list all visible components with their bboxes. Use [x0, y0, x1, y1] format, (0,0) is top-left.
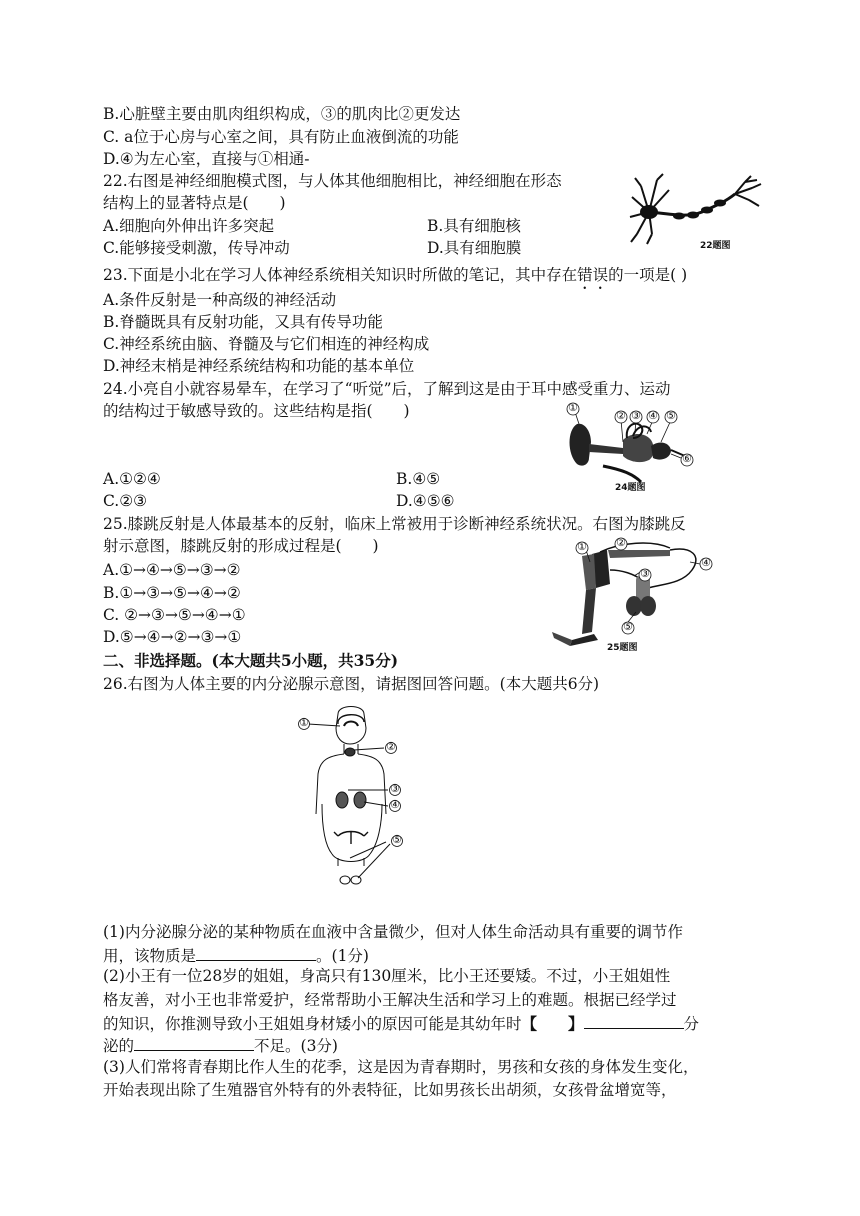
q24-stem-line2: 的结构过于敏感导致的。这些结构是指( ) [103, 402, 410, 420]
q26-part1-post: 。(1分) [316, 947, 369, 965]
q26-answer-blank-3[interactable] [134, 1034, 254, 1051]
q26-stem: 26.右图为人体主要的内分泌腺示意图，请据图回答问题。(本大题共6分) [103, 675, 600, 693]
reflex-label-4: ④ [701, 556, 711, 569]
q24-option-b: B.④⑤ [396, 470, 441, 488]
q23-option-a: A.条件反射是一种高级的神经活动 [103, 291, 337, 309]
q25-option-c: C. ②→③→⑤→④→① [103, 606, 246, 624]
q26-part2-line4-post: 不足。(3分) [254, 1037, 338, 1055]
endocrine-label-3: ③ [390, 782, 400, 795]
q26-answer-blank-2[interactable] [584, 1012, 684, 1029]
knee-reflex-illustration [552, 536, 717, 656]
q25-stem-line2: 射示意图，膝跳反射的形成过程是( ) [103, 537, 379, 555]
q22-option-b: B.具有细胞核 [427, 217, 521, 235]
q25-stem-line1: 25.膝跳反射是人体最基本的反射，临床上常被用于诊断神经系统状况。右图为膝跳反 [103, 515, 686, 533]
endocrine-label-1: ① [299, 716, 309, 729]
endocrine-label-5: ⑤ [392, 833, 402, 846]
q23-option-b: B.脊髓既具有反射功能，又具有传导功能 [103, 313, 383, 331]
q25-option-a: A.①→④→⑤→③→② [103, 561, 241, 579]
neuron-illustration [627, 172, 767, 252]
q26-answer-bracket[interactable]: 【 】 [521, 1014, 584, 1033]
q25-figure-caption: 25题图 [607, 643, 638, 653]
q25-option-d: D.⑤→④→②→③→① [103, 628, 242, 646]
ear-label-2: ② [616, 409, 626, 422]
q26-part2-line4 [103, 1034, 338, 1056]
q21-option-c: C. a位于心房与心室之间，具有防止血液倒流的功能 [103, 128, 459, 146]
q24-option-d: D.④⑤⑥ [396, 492, 455, 510]
q26-part2-pre: 的知识，你推测导致小王姐姐身材矮小的原因可能是其幼年时 [103, 1015, 522, 1033]
q26-part1-line2 [103, 944, 369, 966]
q25-option-b: B.①→③→⑤→④→② [103, 584, 241, 602]
reflex-label-2: ② [616, 536, 626, 549]
section2-heading: 二、非选择题。(本大题共5小题，共35分) [103, 651, 399, 670]
q23-stem-emphasis: 错误 [577, 266, 609, 284]
ear-figure [563, 402, 703, 494]
ear-label-1: ① [568, 401, 578, 414]
q22-stem-line1: 22.右图是神经细胞模式图，与人体其他细胞相比，神经细胞在形态 [103, 172, 562, 190]
endocrine-label-4: ④ [390, 798, 400, 811]
q22-figure-caption: 22题图 [700, 241, 731, 251]
reflex-label-3: ③ [640, 567, 650, 580]
q26-answer-blank-1[interactable] [196, 944, 316, 961]
endocrine-label-2: ② [386, 740, 396, 753]
neuron-cell-body [640, 205, 658, 219]
ear-label-5: ⑤ [666, 409, 676, 422]
q24-option-a: A.①②④ [103, 470, 161, 488]
q23-stem-post: 的一项是( ) [608, 266, 688, 284]
q23-option-d: D.神经末梢是神经系统结构和功能的基本单位 [103, 357, 415, 375]
q26-part2-line4-pre: 泌的 [103, 1037, 135, 1055]
q21-option-d: D.④为左心室，直接与①相通- [103, 150, 310, 168]
q26-part2-line1: (2)小王有一位28岁的姐姐，身高只有130厘米，比小王还要矮。不过，小王姐姐性 [103, 967, 671, 985]
ear-label-3: ③ [631, 409, 641, 422]
q24-figure-caption: 24题图 [615, 483, 646, 493]
q21-option-b: B.心脏壁主要由肌肉组织构成，③的肌肉比②更发达 [103, 105, 461, 123]
q24-option-c: C.②③ [103, 492, 148, 510]
q22-option-a: A.细胞向外伸出许多突起 [103, 217, 275, 235]
endocrine-figure [298, 704, 413, 890]
q26-part2-post: 分 [683, 1015, 700, 1033]
knee-reflex-figure [552, 536, 717, 656]
q24-stem-line1: 24.小亮自小就容易晕车，在学习了“听觉”后，了解到这是由于耳中感受重力、运动 [103, 380, 671, 398]
q26-part2-line2: 格友善，对小王也非常爱护，经常帮助小王解决生活和学习上的难题。根据已经学过 [103, 991, 677, 1009]
q26-part3-line2: 开始表现出除了生殖器官外特有的外表特征，比如男孩长出胡须，女孩骨盆增宽等， [103, 1081, 677, 1099]
q22-stem-line2: 结构上的显著特点是( ) [103, 194, 286, 212]
q22-option-d: D.具有细胞膜 [427, 239, 522, 257]
q22-option-c: C.能够接受刺激，传导冲动 [103, 239, 290, 257]
q23-stem [103, 265, 687, 293]
q23-stem-pre: 23.下面是小北在学习人体神经系统相关知识时所做的笔记，其中存在 [103, 266, 578, 284]
q26-part2-line3 [103, 1012, 699, 1034]
endocrine-illustration [298, 704, 413, 890]
q26-part3-line1: (3)人们常将青春期比作人生的花季，这是因为青春期时，男孩和女孩的身体发生变化， [103, 1058, 699, 1076]
q26-part1-pre: 用，该物质是 [103, 947, 197, 965]
q26-part1-line1: (1)内分泌腺分泌的某种物质在血液中含量微少，但对人体生命活动具有重要的调节作 [103, 923, 683, 941]
reflex-label-5: ⑤ [623, 620, 633, 633]
neuron-figure [627, 172, 767, 252]
ear-label-4: ④ [648, 409, 658, 422]
ear-label-6: ⑥ [682, 452, 692, 465]
q23-option-c: C.神经系统由脑、脊髓及与它们相连的神经构成 [103, 335, 430, 353]
reflex-label-1: ① [577, 540, 587, 553]
